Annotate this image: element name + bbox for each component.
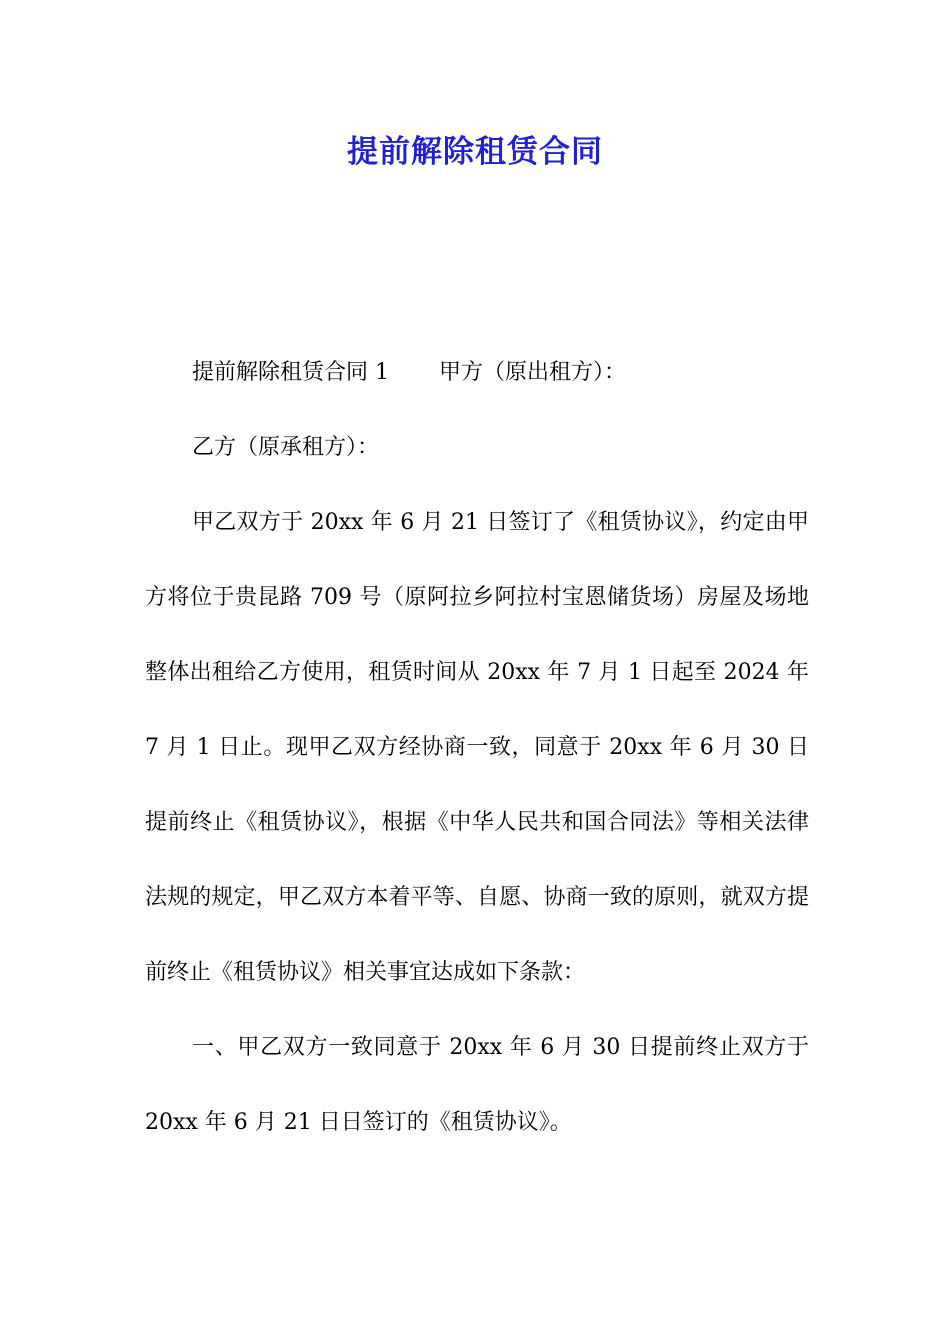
document-title: 提前解除租赁合同: [347, 134, 603, 170]
document-body: [145, 335, 809, 1160]
party-b-label: 乙方（原承租方）：: [192, 435, 380, 460]
heading-line: [145, 335, 809, 410]
clause-one-paragraph: 一、甲乙双方一致同意于 20xx 年 6 月 30 日提前终止双方于 20xx 年 6 月 21 日日签订的《租赁协议》。: [145, 1035, 809, 1135]
party-a-label: 甲方（原出租方）：: [439, 360, 627, 385]
preamble-paragraph: 甲乙双方于 20xx 年 6 月 21 日签订了《租赁协议》，约定由甲方将位于贵昆路 709 号（原阿拉乡阿拉村宝恩储货场）房屋及场地整体出租给乙方使用，租赁时间从 20xx 年 7 月 1 日起至 2024 年 7 月 1 日止。现甲乙双方经协商一致，同意于 20xx 年 6 月 30 日提前终止《租赁协议》，根据《中华人民共和国合同法》等相关法律法规的规定，甲乙双方本着平等、自愿、协商一致的原则，就双方提前终止《租赁协议》相关事宜达成如下条款：: [145, 510, 809, 985]
contract-label: 提前解除租赁合同 1: [192, 360, 389, 385]
